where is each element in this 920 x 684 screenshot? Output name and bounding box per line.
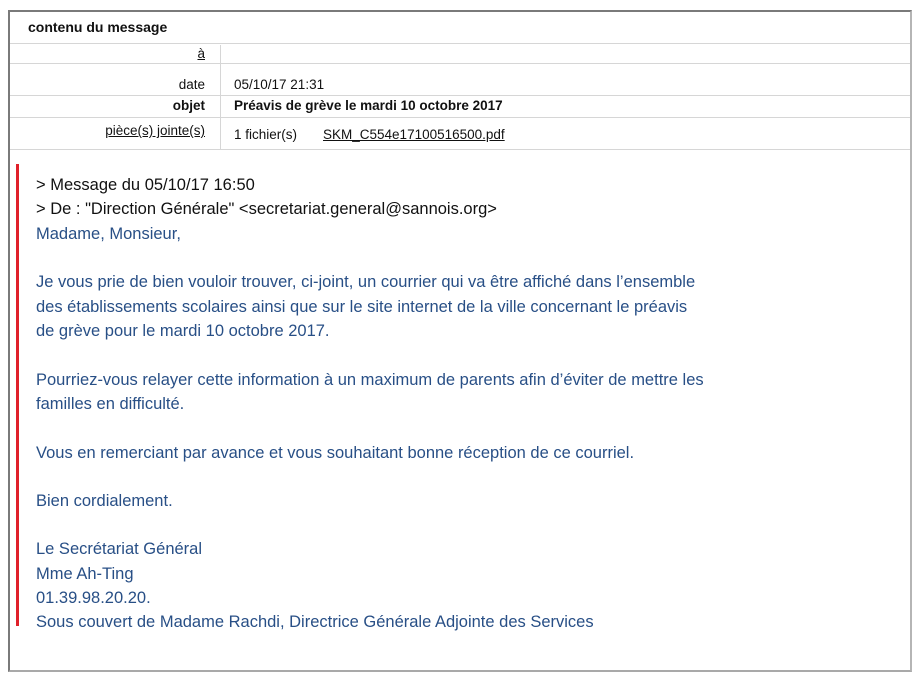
message-body <box>16 164 876 631</box>
signature-line: Le Secrétariat Général <box>36 540 203 558</box>
quote-sender-line: > De : "Direction Générale" <secretariat.general@sannois.org> <box>36 200 497 218</box>
signature-line: Sous couvert de Madame Rachdi, Directrice Générale Adjointe des Services <box>36 613 594 631</box>
attachments-value <box>234 127 505 142</box>
body-paragraph-line: Pourriez-vous relayer cette information à un maximum de parents afin d’éviter de mettre les <box>36 371 704 389</box>
column-divider <box>220 118 221 149</box>
recipient-link[interactable]: à <box>197 46 205 61</box>
date-label: date <box>178 77 205 92</box>
subject-value: Préavis de grève le mardi 10 octobre 2017 <box>234 98 503 113</box>
body-paragraph-line: familles en difficulté. <box>36 395 185 413</box>
signature-line: Mme Ah-Ting <box>36 565 134 583</box>
quote-header-line: > Message du 05/10/17 16:50 <box>36 176 255 194</box>
body-paragraph-line: de grève pour le mardi 10 octobre 2017. <box>36 322 330 340</box>
attachments-link[interactable]: pièce(s) jointe(s) <box>105 123 205 138</box>
closing-line: Bien cordialement. <box>36 492 173 510</box>
attachments-row <box>10 118 910 150</box>
attachment-file-link[interactable]: SKM_C554e17100516500.pdf <box>323 127 505 142</box>
date-value: 05/10/17 21:31 <box>234 77 325 92</box>
column-divider <box>220 96 221 117</box>
body-paragraph-line: Vous en remerciant par avance et vous souhaitant bonne réception de ce courriel. <box>36 444 635 462</box>
message-content-title: contenu du message <box>10 12 910 44</box>
body-paragraph-line: Je vous prie de bien vouloir trouver, ci-joint, un courrier qui va être affiché dans l’ensemble <box>36 273 696 291</box>
greeting: Madame, Monsieur, <box>36 225 181 243</box>
signature-phone: 01.39.98.20.20. <box>36 589 151 607</box>
subject-label: objet <box>172 98 205 113</box>
column-divider <box>220 64 221 95</box>
recipient-row <box>10 45 910 64</box>
body-paragraph-line: des établissements scolaires ainsi que sur le site internet de la ville concernant le préavis <box>36 298 688 316</box>
date-row <box>10 64 910 96</box>
attachments-count: 1 fichier(s) <box>234 127 298 142</box>
column-divider <box>220 45 221 63</box>
subject-row <box>10 96 910 118</box>
